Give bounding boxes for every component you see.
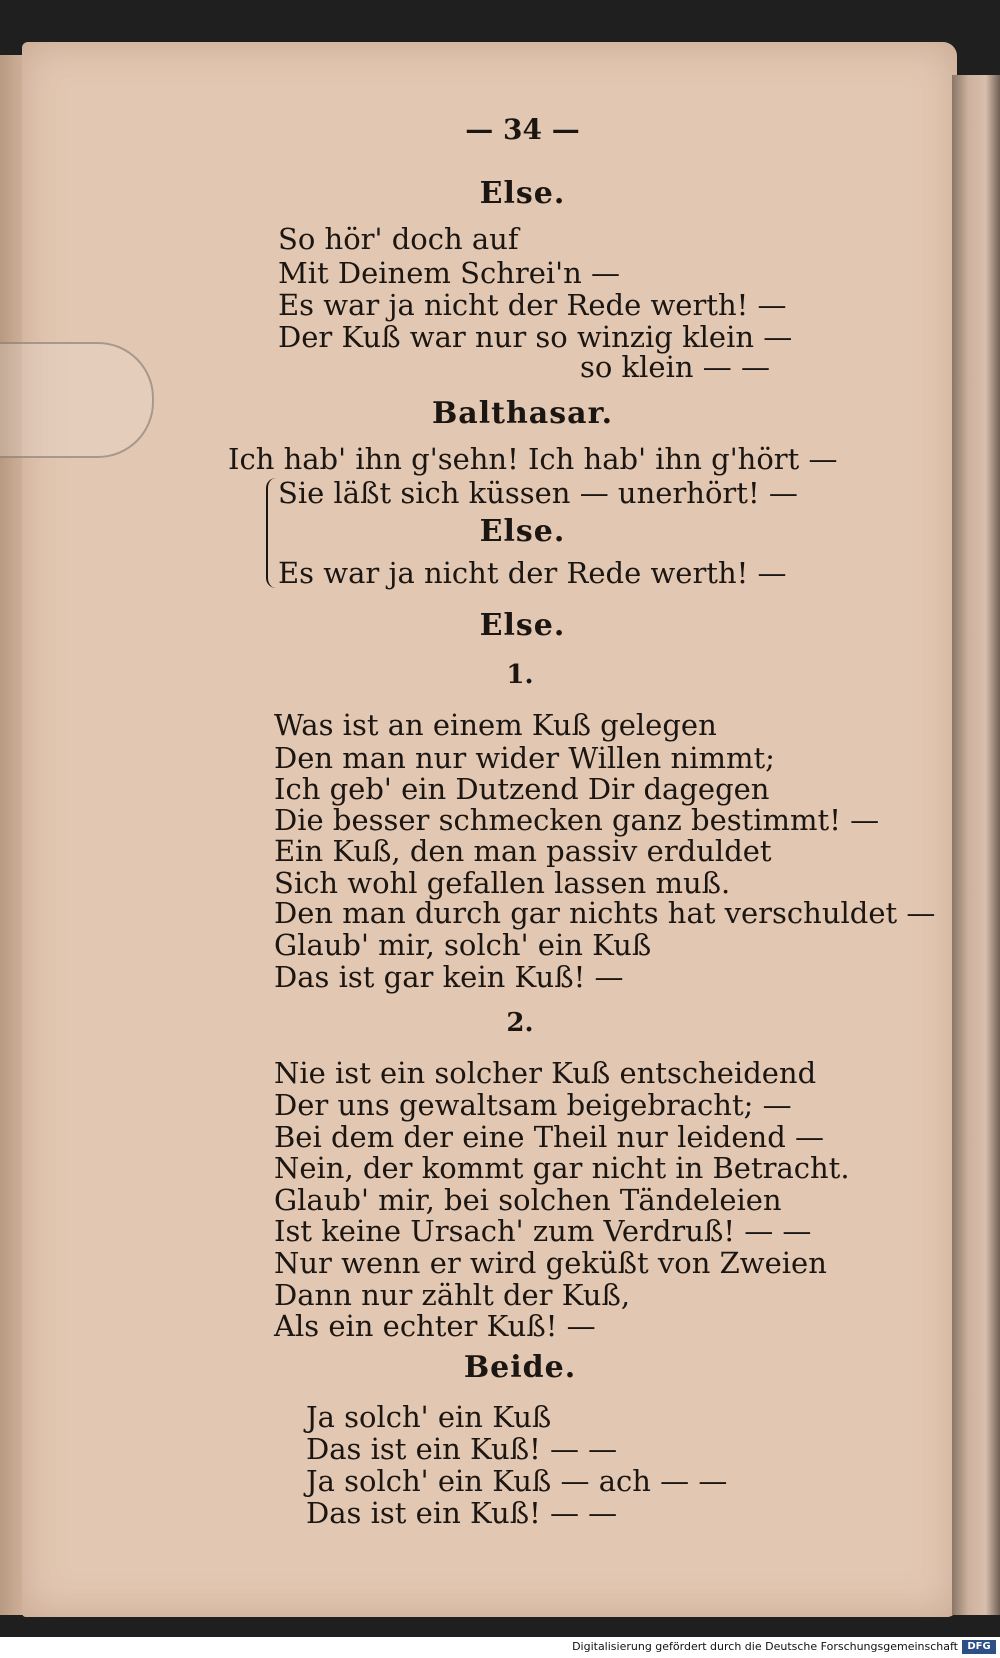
- verse-line: So hör' doch auf: [278, 222, 519, 256]
- speaker-name: Else.: [479, 514, 566, 549]
- verse-line: Nein, der kommt gar nicht in Betracht.: [274, 1151, 850, 1185]
- verse-line: Mit Deinem Schrei'n —: [278, 256, 621, 290]
- verse-line: Ein Kuß, den man passiv erduldet: [274, 834, 772, 868]
- verse-line: Ja solch' ein Kuß: [306, 1400, 552, 1434]
- speaker-name: Else.: [479, 176, 566, 211]
- speaker-name: Else.: [479, 608, 566, 643]
- verse-line: Den man durch gar nichts hat verschuldet —: [274, 896, 936, 930]
- verse-line: Ich hab' ihn g'sehn! Ich hab' ihn g'hört —: [228, 442, 838, 476]
- verse-line: Ja solch' ein Kuß — ach — —: [306, 1464, 728, 1498]
- verse-line: Den man nur wider Willen nimmt;: [274, 741, 775, 775]
- verse-line: Der uns gewaltsam beigebracht; —: [274, 1088, 792, 1122]
- verse-line: Dann nur zählt der Kuß,: [274, 1278, 631, 1312]
- dfg-logo: DFG: [962, 1640, 996, 1654]
- verse-line: Als ein echter Kuß! —: [274, 1309, 596, 1343]
- verse-line: Glaub' mir, solch' ein Kuß: [274, 928, 652, 962]
- verse-line: so klein — —: [580, 350, 770, 384]
- verse-line: Das ist ein Kuß! — —: [306, 1432, 618, 1466]
- stanza-number: 1.: [506, 660, 534, 690]
- footer-bar: [0, 1637, 1000, 1658]
- verse-line: Der Kuß war nur so winzig klein —: [278, 320, 793, 354]
- page-number: — 34 —: [465, 113, 580, 146]
- verse-line: Sich wohl gefallen lassen muß.: [274, 866, 731, 900]
- verse-line: Es war ja nicht der Rede werth! —: [278, 288, 787, 322]
- verse-line: Bei dem der eine Theil nur leidend —: [274, 1120, 824, 1154]
- verse-line: Die besser schmecken ganz bestimmt! —: [274, 803, 880, 837]
- verse-line: Was ist an einem Kuß gelegen: [274, 708, 717, 742]
- stanza-number: 2.: [506, 1008, 534, 1038]
- verse-line: Glaub' mir, bei solchen Tändeleien: [274, 1183, 782, 1217]
- verse-line: Das ist ein Kuß! — —: [306, 1496, 618, 1530]
- verse-line: Ich geb' ein Dutzend Dir dagegen: [274, 772, 770, 806]
- speaker-name: Balthasar.: [431, 396, 614, 431]
- verse-line: Sie läßt sich küssen — unerhört! —: [278, 476, 798, 510]
- footer-credit: Digitalisierung gefördert durch die Deutsche Forschungsgemeinschaft: [572, 1640, 958, 1653]
- verse-line: Ist keine Ursach' zum Verdruß! — —: [274, 1214, 812, 1248]
- speaker-name: Beide.: [463, 1350, 577, 1385]
- verse-line: Nie ist ein solcher Kuß entscheidend: [274, 1056, 817, 1090]
- verse-line: Nur wenn er wird geküßt von Zweien: [274, 1246, 827, 1280]
- verse-line: Es war ja nicht der Rede werth! —: [278, 556, 787, 590]
- verse-line: Das ist gar kein Kuß! —: [274, 960, 624, 994]
